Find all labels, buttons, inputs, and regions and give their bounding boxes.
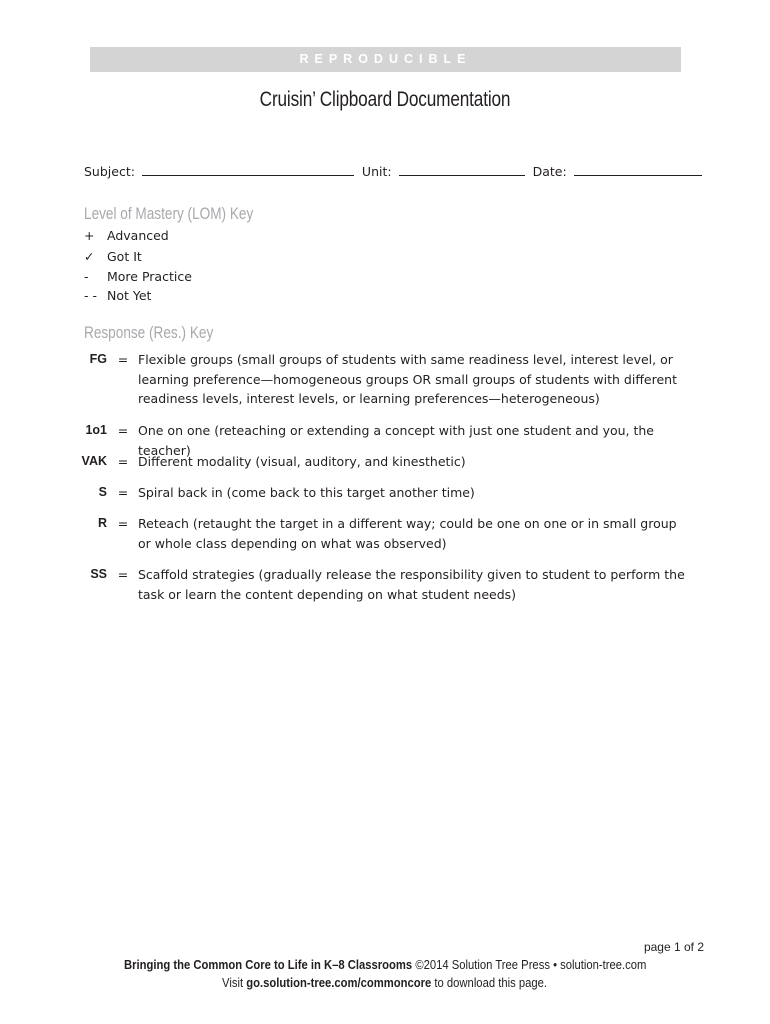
plus-symbol: +	[84, 228, 95, 243]
footer-line-2	[0, 976, 770, 990]
lom-item	[84, 249, 142, 264]
page-title: Cruisin’ Clipboard Documentation	[259, 88, 511, 111]
equals-sign: =	[117, 485, 129, 500]
date-label: Date:	[532, 164, 567, 179]
reproducible-banner: REPRODUCIBLE	[90, 47, 681, 72]
equals-sign: =	[117, 352, 129, 367]
date-field[interactable]	[574, 162, 702, 176]
download-link[interactable]: go.solution-tree.com/commoncore	[246, 976, 432, 990]
lom-label: Not Yet	[107, 288, 152, 303]
res-code: SS	[90, 567, 107, 581]
check-icon: ✓	[84, 249, 95, 264]
header-fields	[84, 162, 684, 179]
lom-item	[84, 269, 192, 284]
footer-line-1	[0, 958, 770, 972]
res-description: Scaffold strategies (gradually release the responsibility given to student to perform the task or learn the content depending on what student needs)	[138, 567, 685, 602]
res-code: R	[97, 516, 107, 530]
equals-sign: =	[117, 423, 129, 438]
unit-label: Unit:	[361, 164, 392, 179]
res-code: VAK	[81, 454, 107, 468]
equals-sign: =	[117, 516, 129, 531]
res-description: Spiral back in (come back to this target another time)	[138, 485, 475, 500]
minus-symbol: -	[84, 269, 89, 284]
download-text: to download this page.	[434, 976, 548, 990]
res-code: S	[98, 485, 107, 499]
res-description: Reteach (retaught the target in a different way; could be one on one or in small group or whole class depending on what was observed)	[138, 516, 677, 551]
visit-text: Visit	[222, 976, 244, 990]
subject-field[interactable]	[142, 162, 354, 176]
equals-sign: =	[117, 454, 129, 469]
res-description: One on one (reteaching or extending a concept with just one student and you, the teacher)	[138, 423, 654, 458]
lom-label: More Practice	[107, 269, 192, 284]
book-title: Bringing the Common Core to Life in K–8 Classrooms	[123, 958, 412, 972]
lom-label: Advanced	[107, 228, 169, 243]
page-number: page 1 of 2	[643, 940, 704, 954]
res-code: 1o1	[85, 423, 107, 437]
res-heading: Response (Res.) Key	[84, 323, 214, 342]
lom-item	[84, 228, 169, 243]
equals-sign: =	[117, 567, 129, 582]
double-minus-symbol: - -	[84, 288, 97, 303]
lom-item	[84, 288, 151, 303]
res-description: Different modality (visual, auditory, and kinesthetic)	[138, 454, 466, 469]
subject-label: Subject:	[84, 164, 135, 179]
res-description: Flexible groups (small groups of students with same readiness level, interest level, or learning preference—homogeneous groups OR small groups of students with different readiness levels, interest levels, or learning preferences—heterogeneous)	[138, 352, 677, 406]
res-code: FG	[89, 352, 107, 366]
unit-field[interactable]	[399, 162, 525, 176]
lom-label: Got It	[107, 249, 142, 264]
copyright: ©2014 Solution Tree Press • solution-tree.com	[415, 958, 647, 972]
lom-heading: Level of Mastery (LOM) Key	[84, 204, 254, 223]
